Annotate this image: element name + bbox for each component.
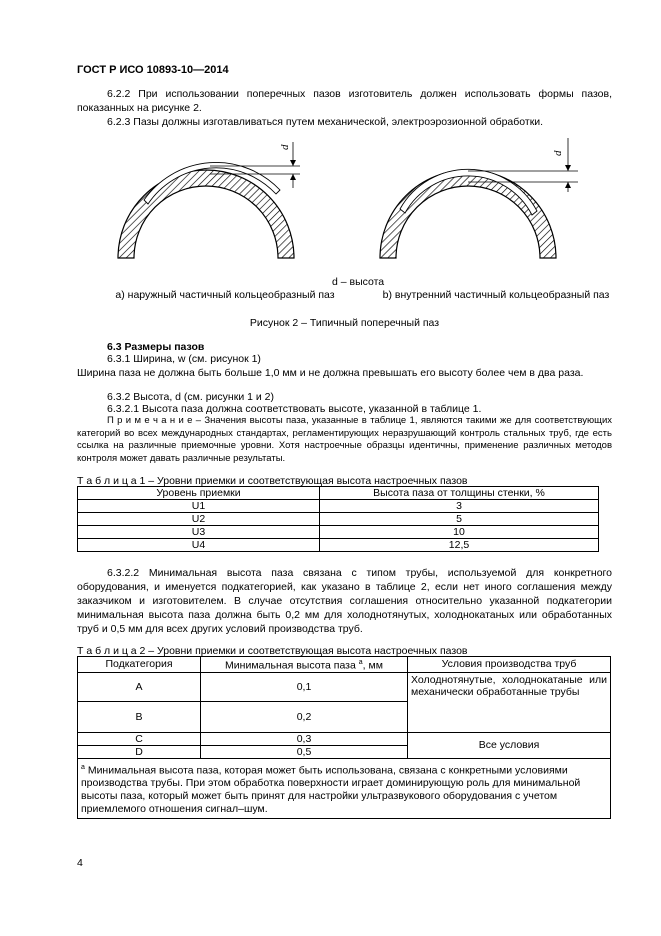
table-row [78,526,599,539]
figure-b-ring [380,138,578,258]
note-table-1: П р и м е ч а н и е – Значения высоты паза, указанные в таблице 1, являются такими же для соответствующих категорий во всех международных стандартах, регламентирующих неразрушающий контроль стальных труб, где есть ссылка на различные приемочные уровни. Хотя настроечные образцы идентичны, применение различных методов контроля может давать различные результаты. [77,415,612,464]
table-1-cell-height: 12,5 [320,539,599,552]
figure-2-drawing [100,128,610,288]
table-2-cell-conditions-cold: Холоднотянутые, холоднокатаные или механически обработанные трубы [408,672,611,732]
table-2-cell-subcategory: A [78,672,201,701]
table-row [78,732,611,745]
table-1-header-level: Уровень приемки [78,487,320,500]
figure-height-note: d – высота [332,276,385,288]
document-header: ГОСТ Р ИСО 10893-10—2014 [77,64,229,76]
paragraph-6-3-2-2: 6.3.2.2 Минимальная высота паза связана с типом трубы, используемой для конкретного оборудования, и именуется подкатегорией, как указано в таблице 2, если нет иного соглашения между заказчиком и изготовителем. В случае отсутствия соглашения относительно указанной подкатегории минимальная высота паза должна быть 0,2 мм для холоднотянутых, холоднокатаных или обработанных труб и 0,5 мм для всех других условий производства труб. [77,567,612,635]
table-1-cell-height: 5 [320,513,599,526]
table-1-cell-height: 3 [320,500,599,513]
table-1-cell-level: U2 [78,513,320,526]
page-number: 4 [77,857,83,869]
figure-caption-a: а) наружный частичный кольцеобразный паз [115,289,335,301]
table-1-cell-level: U3 [78,526,320,539]
table-2-cell-min-height: 0,3 [201,732,408,745]
figure-a-ring [118,142,300,258]
table-2 [77,656,611,819]
table-1-cell-height: 10 [320,526,599,539]
table-2-header-conditions: Условия производства труб [408,657,611,673]
table-2-cell-min-height: 0,2 [201,701,408,732]
table-1-cell-level: U1 [78,500,320,513]
paragraph-6-3-1: 6.3.1 Ширина, w (см. рисунок 1) [107,353,261,365]
table-2-cell-subcategory: D [78,745,201,758]
table-row [78,513,599,526]
table-2-cell-subcategory: C [78,732,201,745]
table-2-cell-subcategory: B [78,701,201,732]
table-2-cell-conditions-all: Все условия [408,732,611,758]
paragraph-6-2-3: 6.2.3 Пазы должны изготавливаться путем механической, электроэрозионной обработки. [107,116,544,128]
paragraph-6-3-2: 6.3.2 Высота, d (см. рисунки 1 и 2) [107,391,274,403]
figure-a-d-label: d [279,144,291,150]
table-2-header-subcategory: Подкатегория [78,657,201,673]
table-1 [77,486,599,552]
table-1-header-height: Высота паза от толщины стенки, % [320,487,599,500]
table-2-footnote: $^a$ Минимальная высота паза, которая может быть использована, связана с конкретными условиями производства трубы. При этом обработка поверхности играет доминирующую роль для минимальной высоты паза, который может быть принят для настройки ультразвукового оборудования с учетом приемлемого отношения сигнал–шум. [78,758,611,819]
table-row [78,539,599,552]
table-2-header-min-height: Минимальная высота паза $^a$, мм [201,657,408,673]
table-1-cell-level: U4 [78,539,320,552]
table-row [78,672,611,701]
table-2-caption: Т а б л и ц а 2 – Уровни приемки и соответствующая высота настроечных пазов [77,645,468,657]
figure-title: Рисунок 2 – Типичный поперечный паз [249,317,440,329]
figure-b-d-label: d [552,150,564,156]
section-heading-6-3: 6.3 Размеры пазов [107,341,205,353]
paragraph-6-2-2: 6.2.2 При использовании поперечных пазов изготовитель должен использовать формы пазов, показанных на рисунке 2. [77,88,612,114]
figure-caption-b: b) внутренний частичный кольцеобразный паз [382,289,610,301]
table-row [78,758,611,819]
paragraph-6-3-2-1: 6.3.2.1 Высота паза должна соответствовать высоте, указанной в таблице 1. [107,403,482,415]
table-1-caption: Т а б л и ц а 1 – Уровни приемки и соответствующая высота настроечных пазов [77,475,468,487]
table-2-cell-min-height: 0,1 [201,672,408,701]
table-row [78,500,599,513]
table-2-cell-min-height: 0,5 [201,745,408,758]
paragraph-width-rule: Ширина паза не должна быть больше 1,0 мм и не должна превышать его высоту более чем в два раза. [77,367,584,379]
